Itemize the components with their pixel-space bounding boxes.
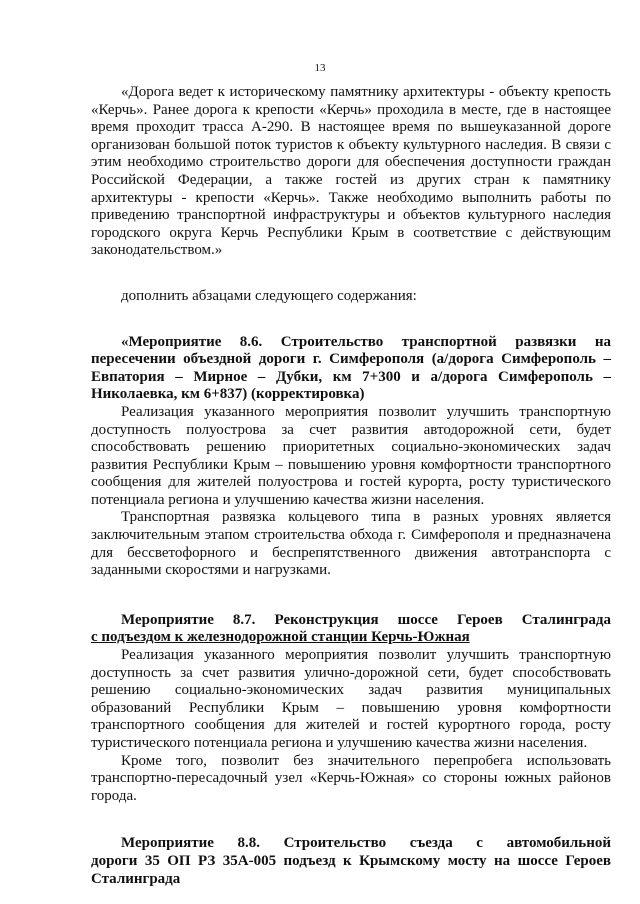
text-line: организован большой поток туристов к объекту культурного наследия. В связи с [91,136,611,153]
text-line: решению социально-экономических задач развития муниципальных [91,682,611,699]
text-line: потенциала региона и улучшению качества жизни населения. [91,491,485,508]
heading-line: Николаевка, км 6+837) (корректировка) [91,386,365,403]
heading-line: пересечении объездной дороги г. Симферополя (а/дорога Симферополь – [91,351,611,368]
text-line: доступность за счет развития улично-дорожной сети, будет способствовать [91,664,611,681]
text-line: архитектуры - крепости «Керчь». Также необходимо выполнить работы по [91,189,611,206]
heading-line: Мероприятие 8.8. Строительство съезда с автомобильной [121,835,611,852]
document-body [91,84,611,888]
text-line: транспортно-пересадочный узел «Керчь-Южная» со стороны южных районов [91,770,611,787]
page-number: 13 [314,62,326,74]
measure-paragraph [91,647,611,753]
supplement-line: дополнить абзацами следующего содержания: [121,287,417,304]
measure-8-8 [91,835,611,888]
text-line: Транспортная развязка кольцевого типа в разных уровнях является [121,509,611,526]
measure-paragraph [91,404,611,510]
measure-heading [91,334,611,404]
text-line: развития Республики Крым – повышению уровня комфортности транспортного [91,456,611,473]
heading-line: Сталинграда [91,870,181,887]
text-line: Российской Федерации, а также гостей из других стран к памятнику [91,171,611,188]
text-line: этим необходимо строительство дороги для обеспечения доступности граждан [91,154,611,171]
measure-heading [91,835,611,888]
text-line: заданными скоростями и нагрузками. [91,562,331,579]
text-line: Реализация указанного мероприятия позволит улучшить транспортную [121,403,611,420]
measure-heading [91,612,611,647]
text-line: «Керчь». Ранее дорога к крепости «Керчь» проходила в месте, где в настоящее [91,101,611,118]
measure-8-7 [91,612,611,806]
text-line: для бессветофорного и беспрепятственного движения автотранспорта с [91,544,611,561]
text-line: доступность полуострова за счет развития автодорожной сети, будет [91,421,611,438]
text-line: законодательством.» [91,242,223,259]
text-line: «Дорога ведет к историческому памятнику архитектуры - объекту крепость [121,84,611,100]
measure-paragraph [91,753,611,806]
measure-paragraph [91,509,611,579]
text-line: время проходит трасса А-290. В настоящее время по вышеуказанной дороге [91,119,611,136]
heading-line: с подъездом к железнодорожной станции Керчь-Южная [91,629,470,646]
text-line: Кроме того, позволит без значительного перепробега использовать [121,752,611,769]
text-line: приведению транспортной инфраструктуры и объектов культурного наследия [91,207,611,224]
heading-line: «Мероприятие 8.6. Строительство транспортной развязки на [121,333,611,350]
text-line: города. [91,787,137,804]
text-line: способствовать решению приоритетных социально-экономических задач [91,439,611,456]
heading-line: Мероприятие 8.7. Реконструкция шоссе Героев Сталинграда [121,611,611,628]
heading-line: дороги 35 ОП РЗ 35А-005 подъезд к Крымскому мосту на шоссе Героев [91,852,611,869]
heading-line: Евпатория – Мирное – Дубки, км 7+300 и а/дорога Симферополь – [91,368,611,385]
quote-paragraph [91,84,611,260]
text-line: транспортного сообщения для жителей и гостей курортного города, росту [91,717,611,734]
measure-8-6 [91,334,611,580]
text-line: городского округа Керчь Республики Крым в соответствие с действующим [91,224,611,241]
text-line: образований Республики Крым – повышению уровня комфортности [91,699,611,716]
text-line: сообщения для жителей полуострова и гостей курорта, росту туристического [91,474,611,491]
text-line: заключительным этапом строительства обхода г. Симферополя и предназначена [91,527,611,544]
text-line: туристического потенциала региона и улучшению качества жизни населения. [91,735,588,751]
text-line: Реализация указанного мероприятия позволит улучшить транспортную [121,647,611,664]
